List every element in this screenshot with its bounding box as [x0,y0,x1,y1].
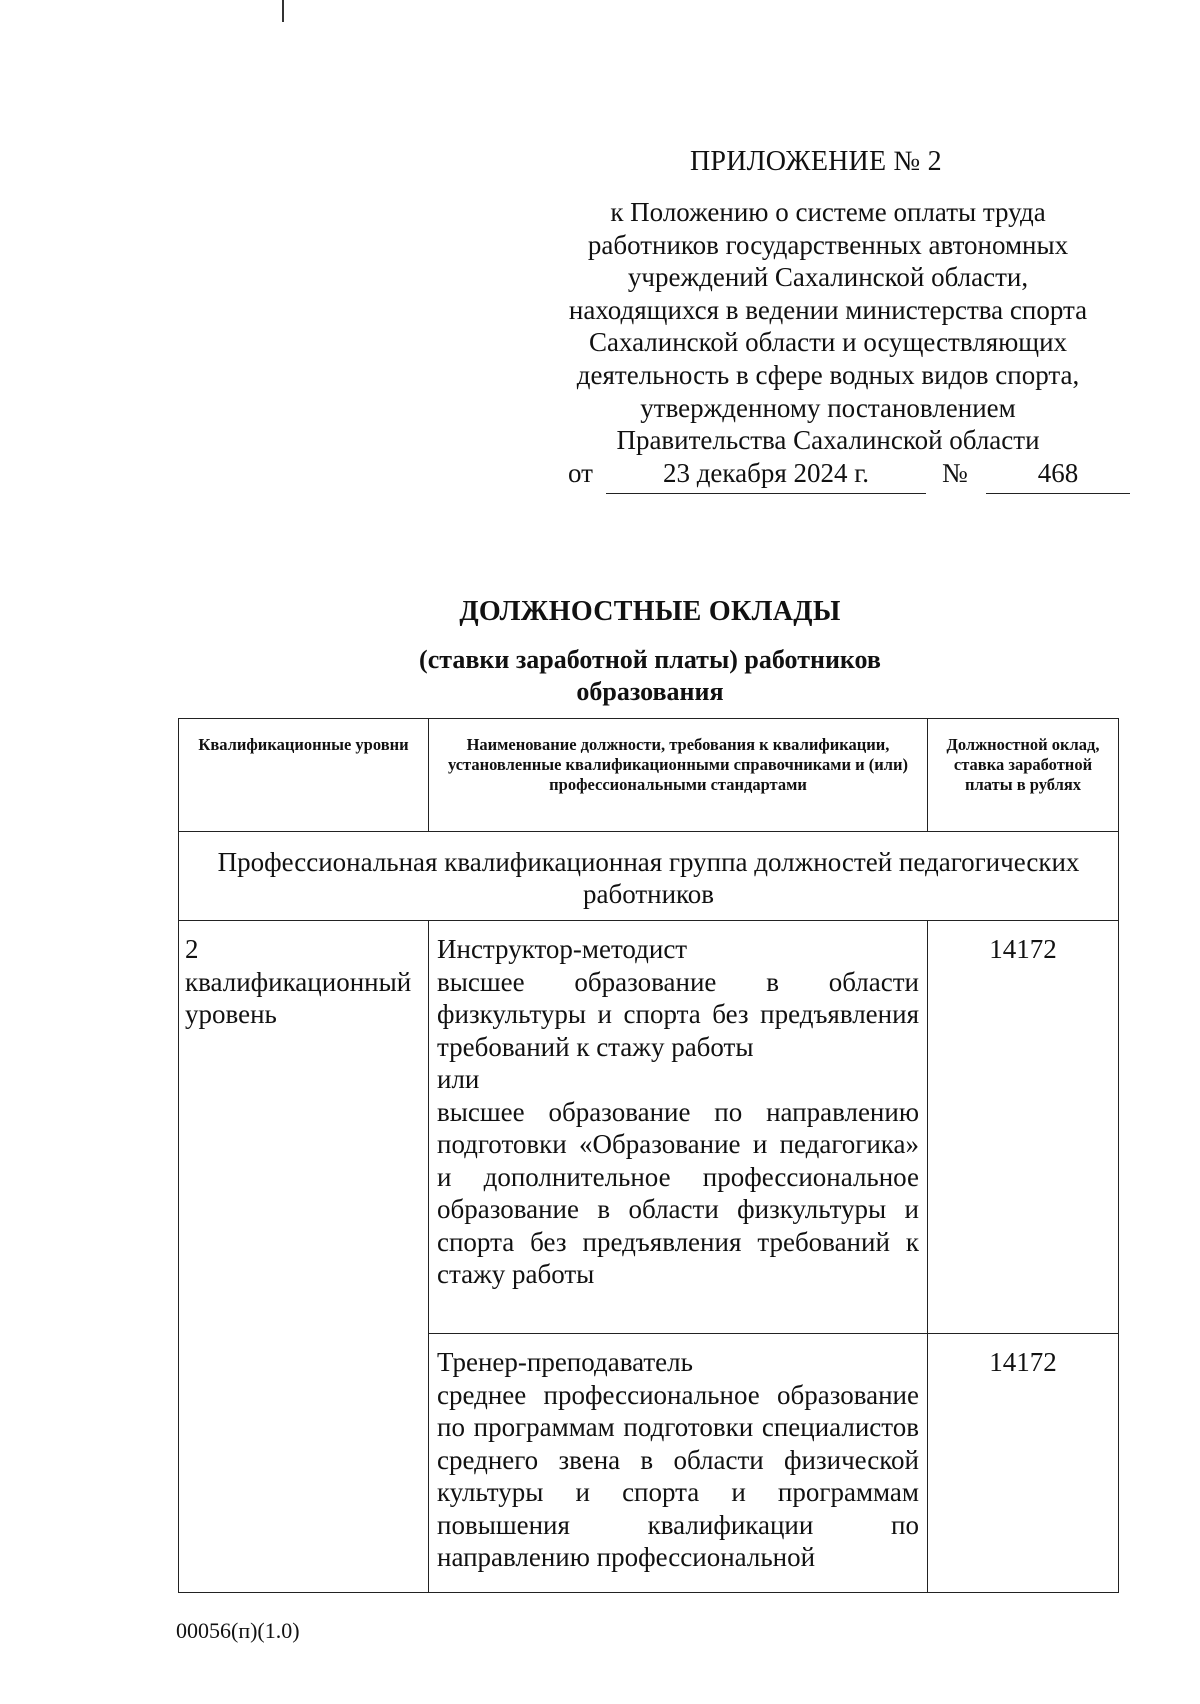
annex-reference-line: учреждений Сахалинской области, [627,262,1029,293]
level-number: 2 [185,934,199,964]
requirement-separator: или [437,1064,480,1094]
resolution-date: 23 декабря 2024 г. [606,458,926,494]
header-level: Квалификационные уровни [179,719,429,832]
document-subtitle-line: образования [576,677,724,706]
table-row [179,1334,1119,1593]
annex-reference-line: работников государственных автономных [587,229,1069,260]
document-subtitle [350,644,950,708]
table-row [179,921,1119,1334]
qualification-level-cell-continued [179,1334,429,1593]
annex-reference-line: деятельность в сфере водных видов спорта, [576,359,1080,390]
annex-reference-line: Сахалинской области и осуществляющих [588,327,1068,358]
level-label-suffix: уровень [185,999,277,1029]
document-title: ДОЛЖНОСТНЫЕ ОКЛАДЫ [459,596,841,627]
qualification-group-title: Профессиональная квалификационная группа должностей педагогических работников [179,832,1119,921]
position-cell [429,921,928,1334]
number-label: № [942,458,968,488]
level-label: квалификационный [185,966,412,997]
table-header-row [179,719,1119,832]
group-row [179,832,1119,921]
annex-reference-line: Правительства Сахалинской области [616,425,1040,456]
annex-reference-line: утвержденному постановлением [640,392,1016,423]
header-salary: Должностной оклад, ставка заработной платы в рублях [928,719,1119,832]
annex-title: ПРИЛОЖЕНИЕ № 2 [690,146,942,177]
position-title: Инструктор-методист [437,934,688,964]
date-label: от [568,458,593,488]
annex-reference-line: к Положению о системе оплаты труда [610,197,1046,227]
qualification-level-cell [179,921,429,1334]
resolution-number: 468 [986,458,1130,494]
position-cell [429,1334,928,1593]
position-requirement: среднее профессиональное образование по программам подготовки специалистов среднего звена в области физической культуры и спорта и программам повышения квалификации по направлению профессиональной [437,1379,919,1572]
document-code: 00056(п)(1.0) [176,1618,300,1643]
salary-cell: 14172 [928,921,1119,1334]
annex-reference-line: находящихся в ведении министерства спорта [568,294,1088,325]
position-requirement: высшее образование по направлению подготовки «Образование и педагогика» и дополнительное профессиональное образование в области физкультуры и спорта без предъявления требований к стажу работы [437,1096,919,1289]
salary-table [178,718,1119,1593]
scan-mark [282,0,284,22]
annex-reference [548,196,1108,457]
position-requirement: высшее образование в области физкультуры и спорта без предъявления требований к стажу работы [437,966,919,1062]
header-position: Наименование должности, требования к квалификации, установленные квалификационными справочниками и (или) профессиональными стандартами [429,719,928,832]
salary-cell: 14172 [928,1334,1119,1593]
position-title: Тренер-преподаватель [437,1347,693,1377]
document-subtitle-line: (ставки заработной платы) работников [419,645,881,674]
